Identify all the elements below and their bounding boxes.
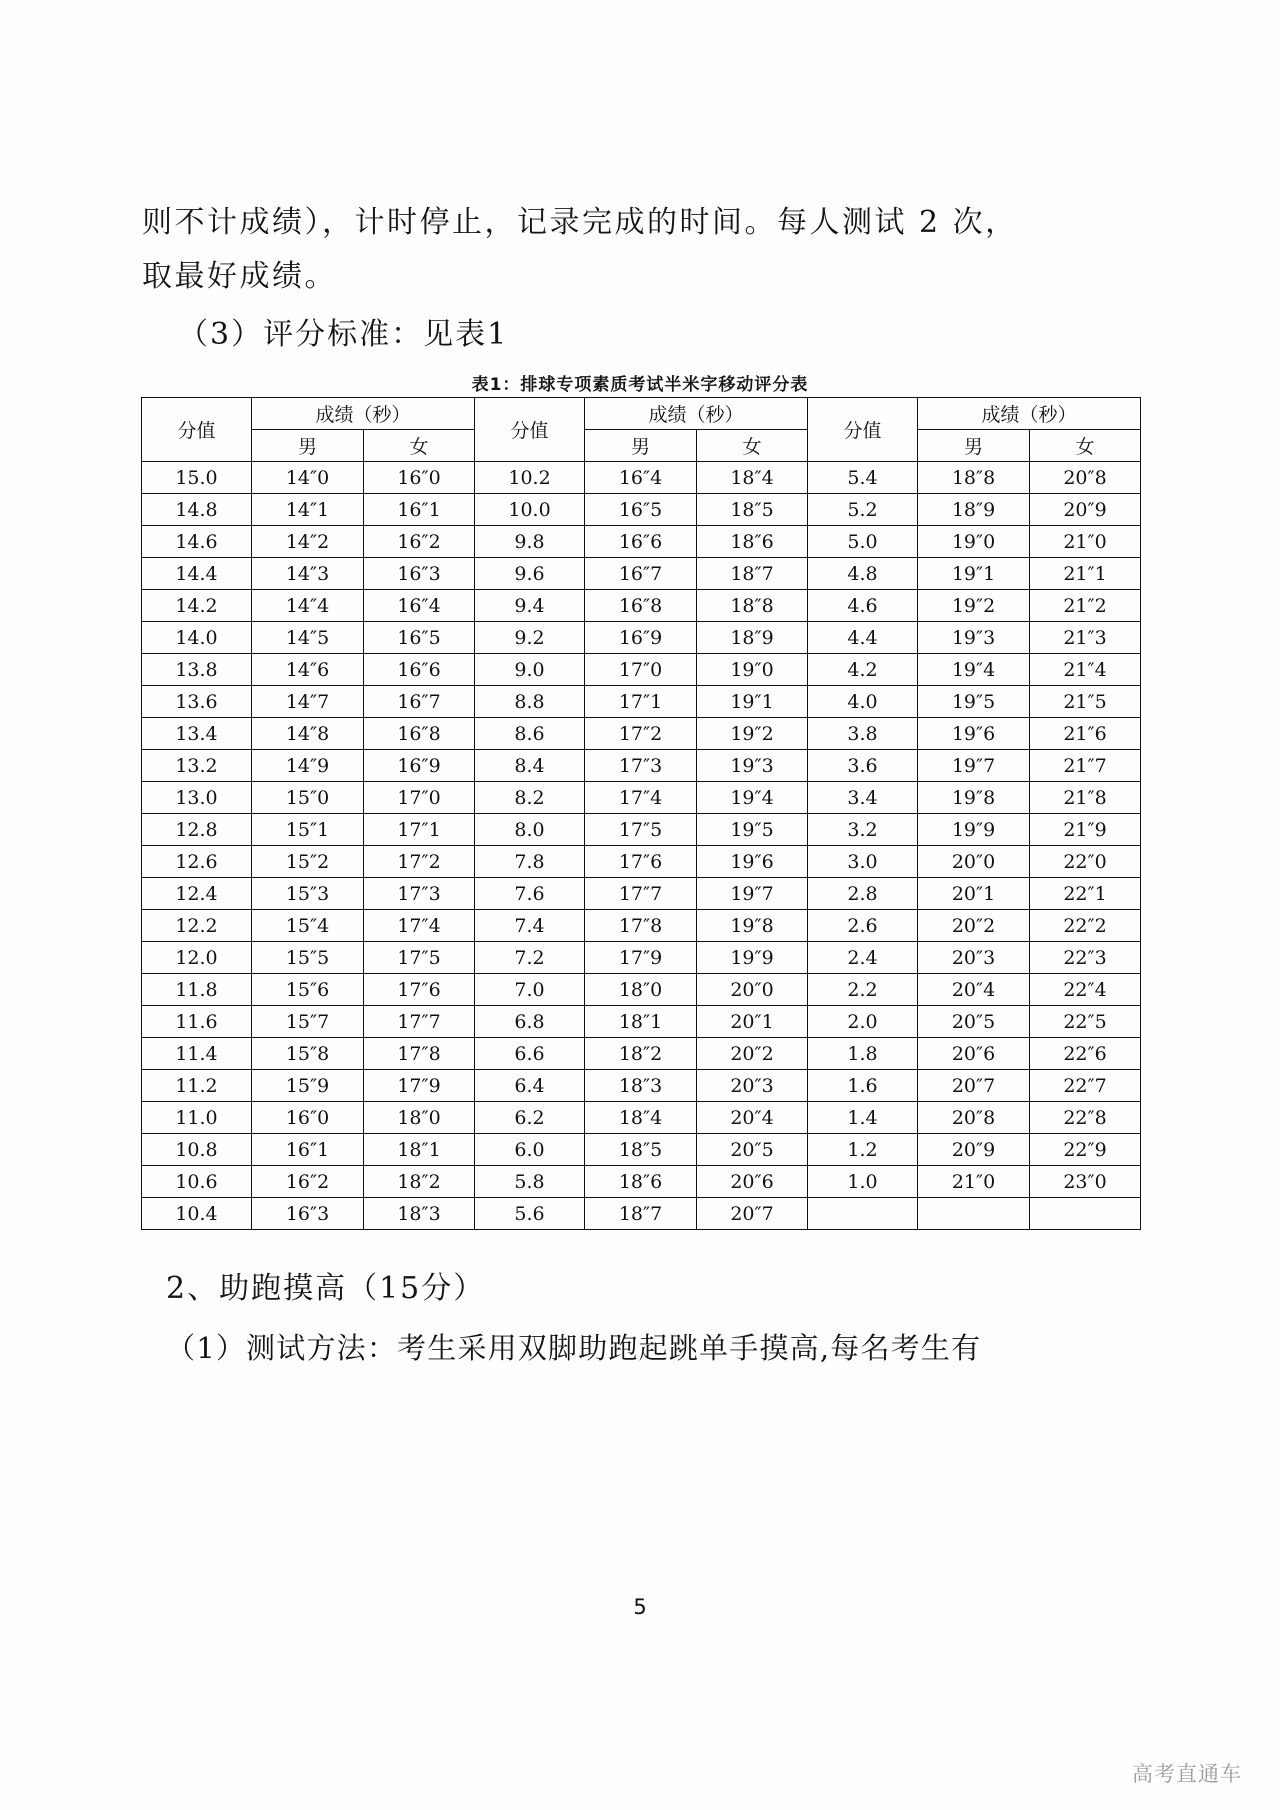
table-cell: 19″2 xyxy=(918,590,1030,622)
table-cell: 15″8 xyxy=(252,1038,364,1070)
table-cell: 9.0 xyxy=(475,654,585,686)
table-cell: 16″8 xyxy=(585,590,697,622)
table-cell: 16″0 xyxy=(364,462,475,494)
table-row xyxy=(142,590,1141,622)
table-cell: 21″3 xyxy=(1030,622,1141,654)
header-male-2: 男 xyxy=(585,430,697,462)
table-cell: 19″7 xyxy=(697,878,808,910)
table-cell: 16″4 xyxy=(364,590,475,622)
page-number: 5 xyxy=(633,1595,647,1619)
watermark: 高考直通车 xyxy=(1132,1762,1242,1786)
section-heading-jump-touch: 2、助跑摸高（15分） xyxy=(166,1271,486,1306)
table-row xyxy=(142,910,1141,942)
table-cell: 20″7 xyxy=(918,1070,1030,1102)
table-cell: 19″7 xyxy=(918,750,1030,782)
table-cell: 14″4 xyxy=(252,590,364,622)
table-cell: 22″1 xyxy=(1030,878,1141,910)
table-cell: 19″5 xyxy=(697,814,808,846)
table-cell: 23″0 xyxy=(1030,1166,1141,1198)
table-cell: 9.6 xyxy=(475,558,585,590)
table-cell: 17″1 xyxy=(364,814,475,846)
table-cell: 18″9 xyxy=(697,622,808,654)
table-cell: 21″0 xyxy=(1030,526,1141,558)
table-cell: 18″0 xyxy=(585,974,697,1006)
table-row xyxy=(142,1006,1141,1038)
table-cell: 17″9 xyxy=(585,942,697,974)
table-cell: 13.6 xyxy=(142,686,252,718)
table-cell: 20″8 xyxy=(1030,462,1141,494)
header-value-3: 分值 xyxy=(808,398,918,462)
table-cell: 17″5 xyxy=(364,942,475,974)
table-cell: 22″2 xyxy=(1030,910,1141,942)
table-cell: 2.2 xyxy=(808,974,918,1006)
table-cell: 12.8 xyxy=(142,814,252,846)
table-cell: 21″1 xyxy=(1030,558,1141,590)
table-cell: 14.4 xyxy=(142,558,252,590)
header-male-3: 男 xyxy=(918,430,1030,462)
table-cell: 17″8 xyxy=(585,910,697,942)
table-row xyxy=(142,942,1141,974)
table-row xyxy=(142,878,1141,910)
table-cell: 16″6 xyxy=(585,526,697,558)
table-cell: 2.8 xyxy=(808,878,918,910)
table-cell: 20″4 xyxy=(697,1102,808,1134)
table-cell: 22″6 xyxy=(1030,1038,1141,1070)
table-cell: 11.8 xyxy=(142,974,252,1006)
table-cell: 14″8 xyxy=(252,718,364,750)
table-header-row-1 xyxy=(142,398,1141,430)
table-cell: 19″6 xyxy=(697,846,808,878)
table-cell: 15″0 xyxy=(252,782,364,814)
table-cell: 20″6 xyxy=(697,1166,808,1198)
header-result-3: 成绩（秒） xyxy=(918,398,1141,430)
table-cell: 19″0 xyxy=(697,654,808,686)
table-cell: 20″4 xyxy=(918,974,1030,1006)
table-cell: 15″9 xyxy=(252,1070,364,1102)
table-cell: 16″6 xyxy=(364,654,475,686)
table-cell: 19″4 xyxy=(918,654,1030,686)
table-cell: 8.0 xyxy=(475,814,585,846)
table-cell: 20″5 xyxy=(697,1134,808,1166)
scoring-standard-line: （3）评分标准：见表1 xyxy=(178,317,509,352)
table-cell: 9.8 xyxy=(475,526,585,558)
table-cell: 18″4 xyxy=(697,462,808,494)
table-cell: 4.6 xyxy=(808,590,918,622)
table-cell: 20″1 xyxy=(697,1006,808,1038)
table-cell: 15.0 xyxy=(142,462,252,494)
table-cell: 2.0 xyxy=(808,1006,918,1038)
table-cell: 20″1 xyxy=(918,878,1030,910)
table-cell: 19″6 xyxy=(918,718,1030,750)
table-cell: 6.2 xyxy=(475,1102,585,1134)
table-cell: 17″7 xyxy=(585,878,697,910)
table-body xyxy=(142,462,1141,1230)
table-cell: 7.0 xyxy=(475,974,585,1006)
table-cell: 6.0 xyxy=(475,1134,585,1166)
table-cell: 20″0 xyxy=(918,846,1030,878)
table-cell: 5.4 xyxy=(808,462,918,494)
table-cell: 17″0 xyxy=(585,654,697,686)
table-cell: 4.4 xyxy=(808,622,918,654)
table-cell: 17″2 xyxy=(585,718,697,750)
table-cell: 21″2 xyxy=(1030,590,1141,622)
table-cell: 11.4 xyxy=(142,1038,252,1070)
table-cell-empty xyxy=(918,1198,1030,1230)
table-cell: 17″1 xyxy=(585,686,697,718)
table-header-row-2 xyxy=(142,430,1141,462)
table-cell: 15″2 xyxy=(252,846,364,878)
table-cell: 19″9 xyxy=(697,942,808,974)
table-cell: 20″3 xyxy=(918,942,1030,974)
table-cell: 20″7 xyxy=(697,1198,808,1230)
table-cell: 18″2 xyxy=(364,1166,475,1198)
table-cell: 14″2 xyxy=(252,526,364,558)
table-cell: 19″3 xyxy=(918,622,1030,654)
table-cell: 20″6 xyxy=(918,1038,1030,1070)
table-row xyxy=(142,462,1141,494)
table-row xyxy=(142,1134,1141,1166)
table-cell: 4.2 xyxy=(808,654,918,686)
table-cell: 4.8 xyxy=(808,558,918,590)
table-cell: 19″4 xyxy=(697,782,808,814)
header-result-2: 成绩（秒） xyxy=(585,398,808,430)
table-cell: 18″4 xyxy=(585,1102,697,1134)
table-cell: 3.0 xyxy=(808,846,918,878)
table-cell: 22″0 xyxy=(1030,846,1141,878)
table-cell: 19″1 xyxy=(918,558,1030,590)
table-row xyxy=(142,686,1141,718)
table-cell: 18″5 xyxy=(697,494,808,526)
table-cell: 18″0 xyxy=(364,1102,475,1134)
table-cell: 10.6 xyxy=(142,1166,252,1198)
table-cell-empty xyxy=(808,1198,918,1230)
table-cell: 22″9 xyxy=(1030,1134,1141,1166)
table-cell: 16″8 xyxy=(364,718,475,750)
table-cell: 15″6 xyxy=(252,974,364,1006)
table-cell: 18″3 xyxy=(585,1070,697,1102)
table-cell: 21″5 xyxy=(1030,686,1141,718)
table-cell: 16″5 xyxy=(585,494,697,526)
table-row xyxy=(142,750,1141,782)
table-cell: 16″7 xyxy=(364,686,475,718)
table-cell: 14″7 xyxy=(252,686,364,718)
table-cell: 16″9 xyxy=(585,622,697,654)
table-cell: 12.0 xyxy=(142,942,252,974)
table-cell: 13.4 xyxy=(142,718,252,750)
table-cell: 16″2 xyxy=(364,526,475,558)
table-cell: 11.2 xyxy=(142,1070,252,1102)
table-cell-empty xyxy=(1030,1198,1141,1230)
table-caption: 表1：排球专项素质考试半米字移动评分表 xyxy=(471,375,809,395)
table-cell: 19″9 xyxy=(918,814,1030,846)
table-cell: 22″8 xyxy=(1030,1102,1141,1134)
table-cell: 17″5 xyxy=(585,814,697,846)
table-cell: 6.6 xyxy=(475,1038,585,1070)
table-cell: 19″5 xyxy=(918,686,1030,718)
table-cell: 12.2 xyxy=(142,910,252,942)
table-cell: 7.4 xyxy=(475,910,585,942)
paragraph-line-2: 取最好成绩。 xyxy=(142,259,337,294)
table-cell: 18″8 xyxy=(697,590,808,622)
table-cell: 16″7 xyxy=(585,558,697,590)
table-header xyxy=(142,398,1141,462)
table-cell: 11.0 xyxy=(142,1102,252,1134)
table-cell: 18″1 xyxy=(585,1006,697,1038)
table-cell: 17″2 xyxy=(364,846,475,878)
table-cell: 22″7 xyxy=(1030,1070,1141,1102)
section-paragraph-test-method: （1）测试方法：考生采用双脚助跑起跳单手摸高,每名考生有 xyxy=(166,1331,982,1365)
table-cell: 18″6 xyxy=(697,526,808,558)
table-cell: 1.2 xyxy=(808,1134,918,1166)
table-cell: 17″3 xyxy=(364,878,475,910)
table-cell: 13.2 xyxy=(142,750,252,782)
table-cell: 17″7 xyxy=(364,1006,475,1038)
table-row xyxy=(142,654,1141,686)
table-cell: 19″2 xyxy=(697,718,808,750)
table-cell: 10.2 xyxy=(475,462,585,494)
table-row xyxy=(142,1038,1141,1070)
table-cell: 1.0 xyxy=(808,1166,918,1198)
table-cell: 12.6 xyxy=(142,846,252,878)
table-cell: 17″6 xyxy=(364,974,475,1006)
table-cell: 19″3 xyxy=(697,750,808,782)
table-cell: 18″2 xyxy=(585,1038,697,1070)
table-cell: 2.6 xyxy=(808,910,918,942)
table-row xyxy=(142,1070,1141,1102)
table-cell: 16″9 xyxy=(364,750,475,782)
table-row xyxy=(142,494,1141,526)
table-cell: 20″2 xyxy=(918,910,1030,942)
table-cell: 2.4 xyxy=(808,942,918,974)
table-cell: 21″9 xyxy=(1030,814,1141,846)
table-cell: 8.8 xyxy=(475,686,585,718)
table-cell: 14.2 xyxy=(142,590,252,622)
table-cell: 13.8 xyxy=(142,654,252,686)
score-table-container xyxy=(141,397,1141,1230)
table-cell: 17″0 xyxy=(364,782,475,814)
table-cell: 19″8 xyxy=(918,782,1030,814)
table-cell: 22″4 xyxy=(1030,974,1141,1006)
table-row xyxy=(142,1166,1141,1198)
table-cell: 14″6 xyxy=(252,654,364,686)
table-row xyxy=(142,622,1141,654)
table-cell: 5.6 xyxy=(475,1198,585,1230)
table-cell: 18″8 xyxy=(918,462,1030,494)
table-cell: 20″8 xyxy=(918,1102,1030,1134)
table-row xyxy=(142,814,1141,846)
table-cell: 14.6 xyxy=(142,526,252,558)
table-row xyxy=(142,846,1141,878)
header-male-1: 男 xyxy=(252,430,364,462)
table-cell: 21″0 xyxy=(918,1166,1030,1198)
table-cell: 5.0 xyxy=(808,526,918,558)
table-cell: 22″3 xyxy=(1030,942,1141,974)
table-cell: 15″4 xyxy=(252,910,364,942)
table-cell: 5.2 xyxy=(808,494,918,526)
table-cell: 16″1 xyxy=(252,1134,364,1166)
paragraph-line-1: 则不计成绩），计时停止，记录完成的时间。每人测试 2 次， xyxy=(142,205,1018,240)
header-female-3: 女 xyxy=(1030,430,1141,462)
table-cell: 20″0 xyxy=(697,974,808,1006)
table-cell: 20″5 xyxy=(918,1006,1030,1038)
table-row xyxy=(142,1198,1141,1230)
header-value-2: 分值 xyxy=(475,398,585,462)
table-cell: 14.8 xyxy=(142,494,252,526)
table-cell: 9.4 xyxy=(475,590,585,622)
table-cell: 19″8 xyxy=(697,910,808,942)
table-cell: 18″7 xyxy=(697,558,808,590)
table-cell: 16″3 xyxy=(252,1198,364,1230)
table-cell: 21″6 xyxy=(1030,718,1141,750)
table-cell: 16″0 xyxy=(252,1102,364,1134)
table-cell: 15″5 xyxy=(252,942,364,974)
table-cell: 18″7 xyxy=(585,1198,697,1230)
table-cell: 21″8 xyxy=(1030,782,1141,814)
table-row xyxy=(142,718,1141,750)
table-cell: 20″9 xyxy=(1030,494,1141,526)
table-row xyxy=(142,1102,1141,1134)
table-cell: 8.4 xyxy=(475,750,585,782)
table-cell: 20″9 xyxy=(918,1134,1030,1166)
table-cell: 8.6 xyxy=(475,718,585,750)
table-cell: 3.4 xyxy=(808,782,918,814)
table-cell: 14″9 xyxy=(252,750,364,782)
table-cell: 17″4 xyxy=(364,910,475,942)
table-cell: 4.0 xyxy=(808,686,918,718)
table-cell: 1.8 xyxy=(808,1038,918,1070)
table-cell: 16″2 xyxy=(252,1166,364,1198)
table-cell: 16″5 xyxy=(364,622,475,654)
table-cell: 16″3 xyxy=(364,558,475,590)
table-cell: 6.4 xyxy=(475,1070,585,1102)
table-cell: 10.8 xyxy=(142,1134,252,1166)
table-cell: 17″9 xyxy=(364,1070,475,1102)
table-cell: 18″6 xyxy=(585,1166,697,1198)
table-row xyxy=(142,782,1141,814)
table-row xyxy=(142,558,1141,590)
table-cell: 7.6 xyxy=(475,878,585,910)
table-cell: 16″4 xyxy=(585,462,697,494)
header-value-1: 分值 xyxy=(142,398,252,462)
table-cell: 22″5 xyxy=(1030,1006,1141,1038)
header-female-1: 女 xyxy=(364,430,475,462)
table-cell: 21″7 xyxy=(1030,750,1141,782)
table-cell: 17″3 xyxy=(585,750,697,782)
table-cell: 17″4 xyxy=(585,782,697,814)
table-cell: 14.0 xyxy=(142,622,252,654)
table-cell: 10.0 xyxy=(475,494,585,526)
table-cell: 7.2 xyxy=(475,942,585,974)
table-cell: 10.4 xyxy=(142,1198,252,1230)
table-cell: 7.8 xyxy=(475,846,585,878)
table-cell: 20″3 xyxy=(697,1070,808,1102)
table-cell: 12.4 xyxy=(142,878,252,910)
table-cell: 3.2 xyxy=(808,814,918,846)
table-cell: 16″1 xyxy=(364,494,475,526)
table-cell: 3.8 xyxy=(808,718,918,750)
table-cell: 18″3 xyxy=(364,1198,475,1230)
table-cell: 11.6 xyxy=(142,1006,252,1038)
table-cell: 14″5 xyxy=(252,622,364,654)
table-row xyxy=(142,974,1141,1006)
table-cell: 19″0 xyxy=(918,526,1030,558)
table-cell: 17″8 xyxy=(364,1038,475,1070)
table-cell: 19″1 xyxy=(697,686,808,718)
table-cell: 13.0 xyxy=(142,782,252,814)
table-cell: 3.6 xyxy=(808,750,918,782)
table-cell: 1.6 xyxy=(808,1070,918,1102)
table-cell: 14″0 xyxy=(252,462,364,494)
table-row xyxy=(142,526,1141,558)
header-result-1: 成绩（秒） xyxy=(252,398,475,430)
table-cell: 18″9 xyxy=(918,494,1030,526)
table-cell: 18″5 xyxy=(585,1134,697,1166)
table-cell: 9.2 xyxy=(475,622,585,654)
header-female-2: 女 xyxy=(697,430,808,462)
score-table xyxy=(141,397,1141,1230)
table-cell: 20″2 xyxy=(697,1038,808,1070)
table-cell: 1.4 xyxy=(808,1102,918,1134)
table-cell: 8.2 xyxy=(475,782,585,814)
table-cell: 6.8 xyxy=(475,1006,585,1038)
table-cell: 17″6 xyxy=(585,846,697,878)
table-cell: 14″3 xyxy=(252,558,364,590)
table-cell: 21″4 xyxy=(1030,654,1141,686)
table-cell: 18″1 xyxy=(364,1134,475,1166)
table-cell: 14″1 xyxy=(252,494,364,526)
table-cell: 15″7 xyxy=(252,1006,364,1038)
table-cell: 15″1 xyxy=(252,814,364,846)
table-cell: 15″3 xyxy=(252,878,364,910)
table-cell: 5.8 xyxy=(475,1166,585,1198)
